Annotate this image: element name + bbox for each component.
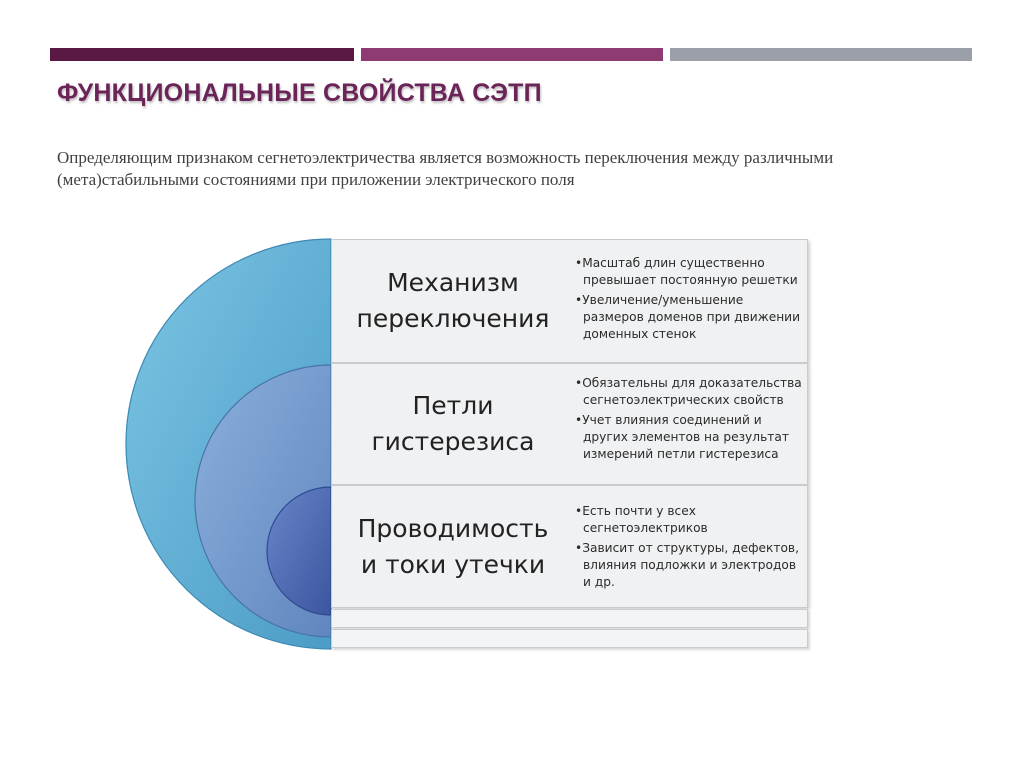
bullet-list	[575, 503, 807, 594]
label-line-2: гистерезиса	[371, 427, 535, 456]
slide-title: ФУНКЦИОНАЛЬНЫЕ СВОЙСТВА СЭТП	[57, 79, 542, 107]
item-label	[332, 364, 572, 484]
label-line-1: Механизм	[387, 268, 519, 297]
bullet-item: • Зависит от структуры, дефектов, влияния подложки и электродов и др.	[575, 540, 807, 591]
label-line-1: Проводимость	[357, 513, 549, 543]
label-line-2: и токи утечки	[360, 549, 546, 579]
empty-strip-1	[331, 609, 808, 628]
item-box-conductivity	[331, 485, 808, 608]
bullet-item: • Учет влияния соединений и других элементов на результат измерений петли гистерезиса	[575, 412, 807, 463]
empty-strip-2	[331, 629, 808, 648]
item-box-switching	[331, 239, 808, 363]
item-label	[332, 240, 572, 362]
bullet-item: • Есть почти у всех сегнетоэлектриков	[575, 503, 807, 537]
bullet-item: • Обязательны для доказательства сегнетоэлектрических свойств	[575, 375, 807, 409]
bullet-item: • Масштаб длин существенно превышает постоянную решетки	[575, 255, 807, 289]
label-line-2: переключения	[356, 304, 550, 333]
bullet-item: • Увеличение/уменьшение размеров доменов при движении доменных стенок	[575, 292, 807, 343]
label-line-1: Петли	[412, 391, 494, 420]
item-label	[332, 486, 572, 607]
item-box-hysteresis	[331, 363, 808, 485]
intro-line-2: (мета)стабильными состояниями при приложении электрического поля	[57, 170, 575, 189]
bullet-list	[575, 375, 807, 466]
bullet-list	[575, 255, 807, 346]
intro-line-1: Определяющим признаком сегнетоэлектричества является возможность переключения между различными	[57, 148, 834, 167]
